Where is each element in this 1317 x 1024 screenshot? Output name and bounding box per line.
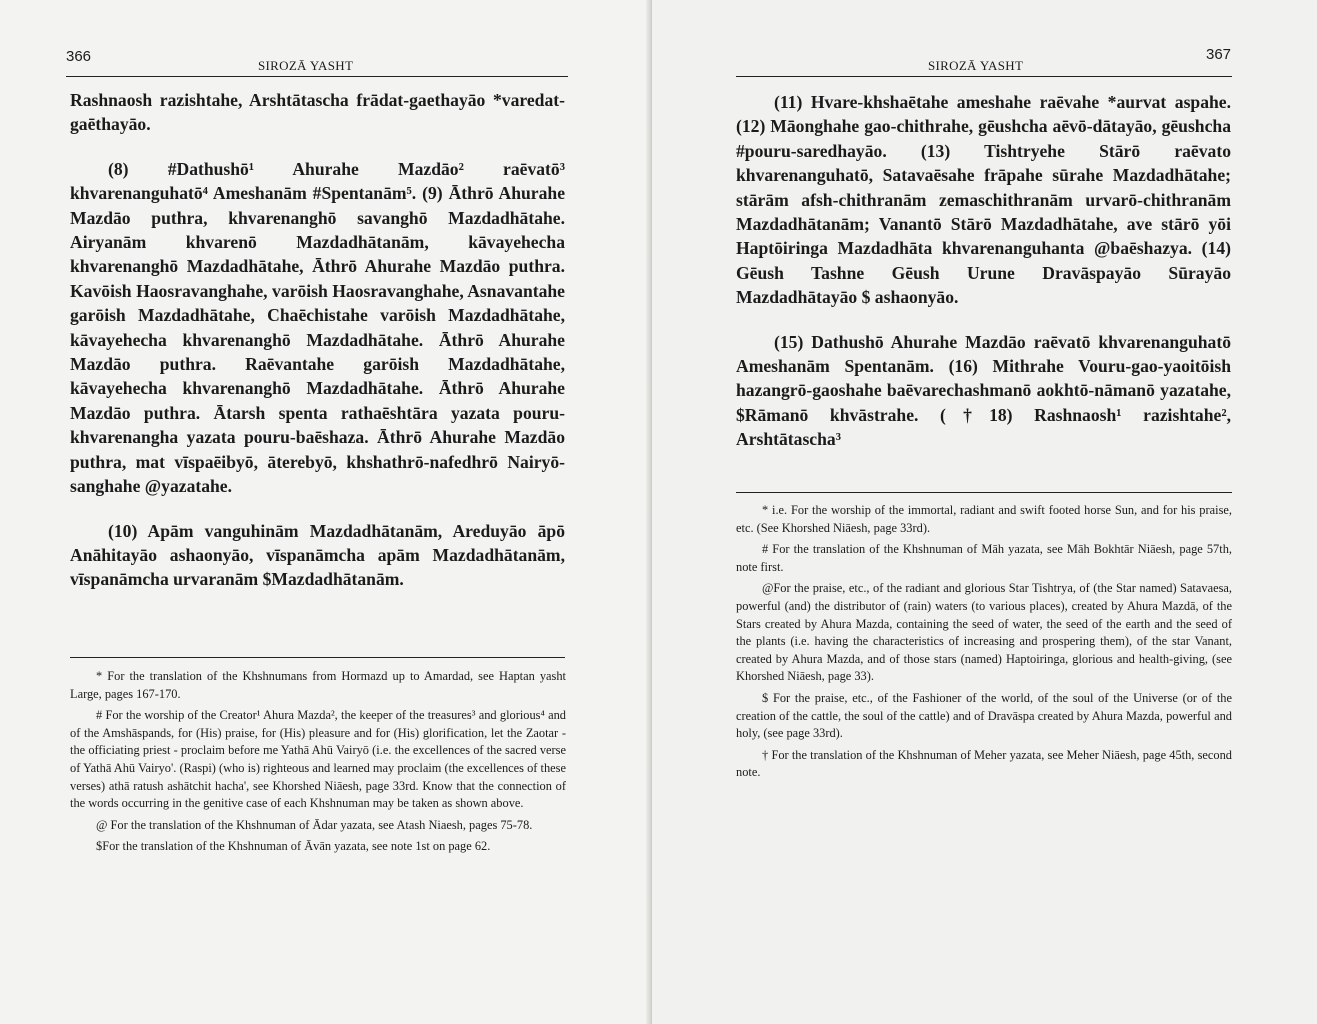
body-line: Rashnaosh razishtahe, Arshtātascha frādat-gaethayāo *varedat-gaēthayāo. bbox=[70, 90, 565, 135]
footnotes-right bbox=[736, 502, 1232, 786]
body-text-right bbox=[736, 90, 1231, 452]
right-page bbox=[652, 0, 1317, 1024]
header-rule-right bbox=[736, 76, 1232, 77]
footnotes-left bbox=[70, 668, 566, 860]
footnote: $ For the praise, etc., of the Fashioner of the world, of the soul of the Universe (or of the creation of the cattle, the soul of the cattle) and of Dravāspa created by Ahura Mazda, powerful and holy, (see page 33rd). bbox=[736, 690, 1232, 741]
body-paragraph: (8) #Dathushō¹ Ahurahe Mazdāo² raēvatō³ khvarenanguhatō⁴ Ameshanām #Spentanām⁵. (9) Āthrō Ahurahe Mazdāo puthra, khvarenanghō savanghō Mazdadhātahe. Airyanām khvarenō Mazdadhātanām, kāvayehecha khvarenanghō Mazdadhātahe, Āthrō Ahurahe Mazdāo puthra. Kavōish Haosravanghahe, varōish Haosravanghahe, Asnavantahe garōish Mazdadhātahe, Chaēchistahe varōish Mazdadhātahe, kāvayehecha khvarenanghō Mazdadhātahe. Āthrō Ahurahe Mazdāo puthra. Raēvantahe garōish Mazdadhātahe, kāvayehecha khvarenanghō Mazdadhātahe. Āthrō Ahurahe Mazdāo puthra. Ātarsh spenta rathaēshtāra yazata pouru-khvarenangha yazata pouru-baēshaza. Āthrō Ahurahe Mazdāo puthra, mat vīspaēibyō, āterebyō, khshathrō-nafedhrō Nairyō-sanghahe @yazatahe. bbox=[70, 158, 565, 497]
body-paragraph: (11) Hvare-khshaētahe ameshahe raēvahe *aurvat aspahe. (12) Māonghahe gao-chithrahe, gēushcha aēvō-dātayāo, gēushcha #pouru-saredhayāo. (13) Tishtryehe Stārō raēvato khvarenanguhatō, Satavaēsahe frāpahe sūrahe Mazdadhātahe; stārām afsh-chithranām zemaschithranām urvarō-chithranām Mazdadhātanām; Vanantō Stārō Mazdadhātahe, ave stārō yōi Haptōiringa Mazdadhāta khvarenanguhanta @baēshazya. (14) Gēush Tashne Gēush Urune Dravāspayāo Sūrayāo Mazdadhātayāo $ ashaonyāo. bbox=[736, 92, 1231, 308]
footnote: @ For the translation of the Khshnuman of Ādar yazata, see Atash Niaesh, pages 75-78. bbox=[96, 817, 533, 832]
footnote: $For the translation of the Khshnuman of Āvān yazata, see note 1st on page 62. bbox=[96, 839, 491, 854]
footnote-rule-left bbox=[70, 657, 565, 658]
running-head-right: SIROZĀ YASHT bbox=[928, 58, 1024, 73]
page-number-left: 366 bbox=[66, 48, 92, 65]
left-page bbox=[0, 0, 652, 1024]
footnote: # For the translation of the Khshnuman of Māh yazata, see Māh Bokhtār Niāesh, page 57th, note first. bbox=[736, 542, 1232, 574]
running-head-left: SIROZĀ YASHT bbox=[258, 58, 354, 73]
footnote: † For the translation of the Khshnuman of Meher yazata, see Meher Niāesh, page 45th, second note. bbox=[736, 747, 1232, 780]
body-paragraph: (10) Apām vanguhinām Mazdadhātanām, Areduyāo āpō Anāhitayāo ashaonyāo, vīspanāmcha apām Mazdadhātanām, vīspanāmcha urvaranām $Mazdadhātanām. bbox=[70, 520, 565, 590]
header-rule-left bbox=[66, 76, 568, 77]
footnote-rule-right bbox=[736, 492, 1232, 493]
body-text-left bbox=[70, 88, 565, 592]
body-paragraph: (15) Dathushō Ahurahe Mazdāo raēvatō khvarenanguhatō Ameshanām Spentanām. (16) Mithrahe Vouru-gao-yaoitōish hazangrō-gaoshahe baēvarechashmanō aokhtō-nāmanō yazatahe, $Rāmanō khvāstrahe. (†18) Rashnaosh¹ razishtahe², Arshtātascha³ bbox=[736, 331, 1231, 450]
page-number-right: 367 bbox=[1206, 46, 1232, 63]
footnote: # For the worship of the Creator¹ Ahura Mazda², the keeper of the treasures³ and glorious⁴ and of the Amshāspands, for (His) praise, for (His) pleasure and for (His) glorification, let the Zaotar - the officiating priest - proclaim before me Yathā Ahū Vairyō (i.e. the excellences of the sacred verse of Yathā Ahū Vairyo'. (Raspi) (who is) righteous and learned may proclaim (the excellences of these verses) athā ratush ashātchit hacha', see Khorshed Niāesh, page 33rd. Know that the connection of the words occurring in the genitive case of each Khshnuman may be taken as shown above. bbox=[70, 708, 566, 811]
footnote: @For the praise, etc., of the radiant and glorious Star Tishtrya, of (the Star named) Satavaesa, powerful (and) the distributor of (rain) waters (to various places), created by Ahura Mazdā, of the Stars created by Ahura Mazda, containing the seed of water, the seed of the earth and the seed of the plants (i.e. having the characteristics of increasing and prospering them), of the star Vanant, created by Ahura Mazda, and of those stars (named) Haptoiringa, glorious and health-giving, (see Khorshed Niāesh, page 33). bbox=[736, 581, 1232, 684]
footnote: * For the translation of the Khshnumans from Hormazd up to Amardad, see Haptan yasht Large, pages 167-170. bbox=[70, 669, 566, 701]
footnote: * i.e. For the worship of the immortal, radiant and swift footed horse Sun, and for his praise, etc. (See Khorshed Niāesh, page 33rd). bbox=[736, 503, 1232, 535]
